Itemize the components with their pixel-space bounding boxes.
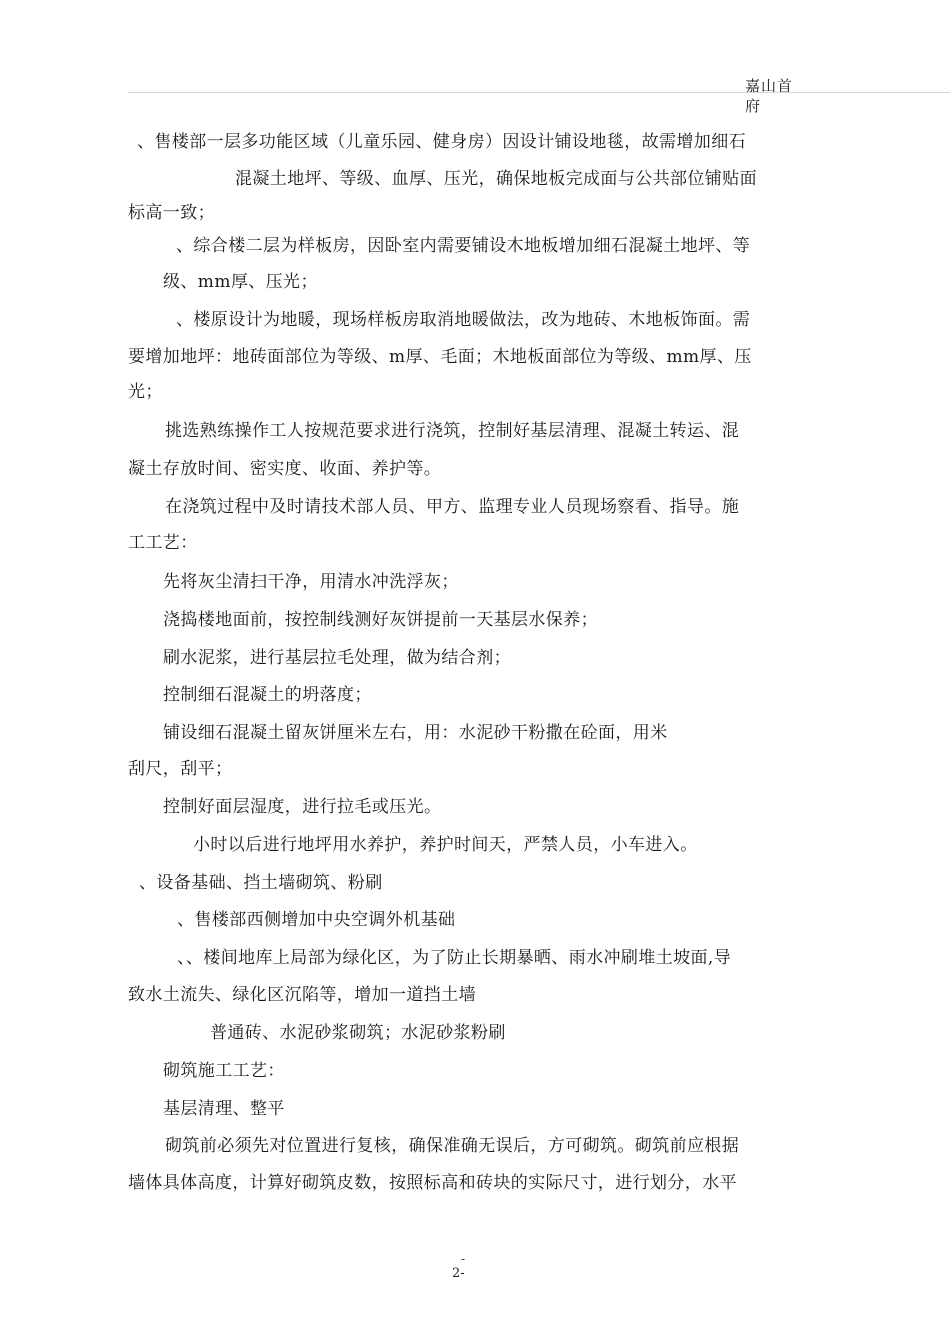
body-line: 基层清理、整平 xyxy=(163,1099,285,1119)
body-line: 、售楼部一层多功能区域（儿童乐园、健身房）因设计铺设地毯，故需增加细石 xyxy=(137,132,746,152)
body-line: 小时以后进行地坪用水养护，养护时间天，严禁人员，小车进入。 xyxy=(193,835,698,855)
body-line: 、、楼间地库上局部为绿化区，为了防止长期暴晒、雨水冲刷堆土坡面,导 xyxy=(177,948,732,968)
body-line: 标高一致； xyxy=(128,203,215,223)
body-line: 、综合楼二层为样板房，因卧室内需要铺设木地板增加细石混凝土地坪、等 xyxy=(176,236,751,256)
body-line: 铺设细石混凝土留灰饼厘米左右，用：水泥砂干粉撒在砼面，用米 xyxy=(163,723,668,743)
body-line: 、设备基础、挡土墙砌筑、粉刷 xyxy=(139,873,383,893)
body-line: 光； xyxy=(128,382,163,402)
body-line: 控制细石混凝土的坍落度； xyxy=(163,685,372,705)
body-line: 刮尺，刮平； xyxy=(128,759,233,779)
body-line: 砌筑前必须先对位置进行复核，确保准确无误后，方可砌筑。砌筑前应根据 xyxy=(165,1136,740,1156)
body-line: 、楼原设计为地暖，现场样板房取消地暖做法，改为地砖、木地板饰面。需 xyxy=(176,310,751,330)
body-line: 级、mm厚、压光； xyxy=(163,272,318,292)
body-line: 凝土存放时间、密实度、收面、养护等。 xyxy=(128,459,442,479)
footer-dash: - xyxy=(461,1252,466,1266)
page-number: 2- xyxy=(452,1266,465,1281)
body-line: 浇捣楼地面前，按控制线测好灰饼提前一天基层水保养； xyxy=(163,610,598,630)
body-line: 刷水泥浆，进行基层拉毛处理，做为结合剂； xyxy=(163,648,511,668)
body-line: 墙体具体高度，计算好砌筑皮数，按照标高和砖块的实际尺寸，进行划分，水平 xyxy=(128,1173,737,1193)
body-line: 要增加地坪：地砖面部位为等级、m厚、毛面；木地板面部位为等级、mm厚、压 xyxy=(128,347,752,367)
header-title: 嘉山首府 xyxy=(745,77,794,115)
body-line: 砌筑施工工艺： xyxy=(163,1061,285,1081)
body-line: 在浇筑过程中及时请技术部人员、甲方、监理专业人员现场察看、指导。施 xyxy=(165,497,740,517)
body-line: 工工艺： xyxy=(128,533,198,553)
header-divider xyxy=(128,92,950,93)
body-line: 控制好面层湿度，进行拉毛或压光。 xyxy=(163,797,442,817)
body-line: 、售楼部西侧增加中央空调外机基础 xyxy=(177,910,456,930)
body-line: 普通砖、水泥砂浆砌筑；水泥砂浆粉刷 xyxy=(210,1023,506,1043)
body-line: 先将灰尘清扫干净，用清水冲洗浮灰； xyxy=(163,572,459,592)
body-line: 混凝土地坪、等级、血厚、压光，确保地板完成面与公共部位铺贴面 xyxy=(235,169,757,189)
body-line: 挑选熟练操作工人按规范要求进行浇筑，控制好基层清理、混凝土转运、混 xyxy=(165,421,740,441)
body-line: 致水土流失、绿化区沉陷等，增加一道挡土墙 xyxy=(128,985,476,1005)
